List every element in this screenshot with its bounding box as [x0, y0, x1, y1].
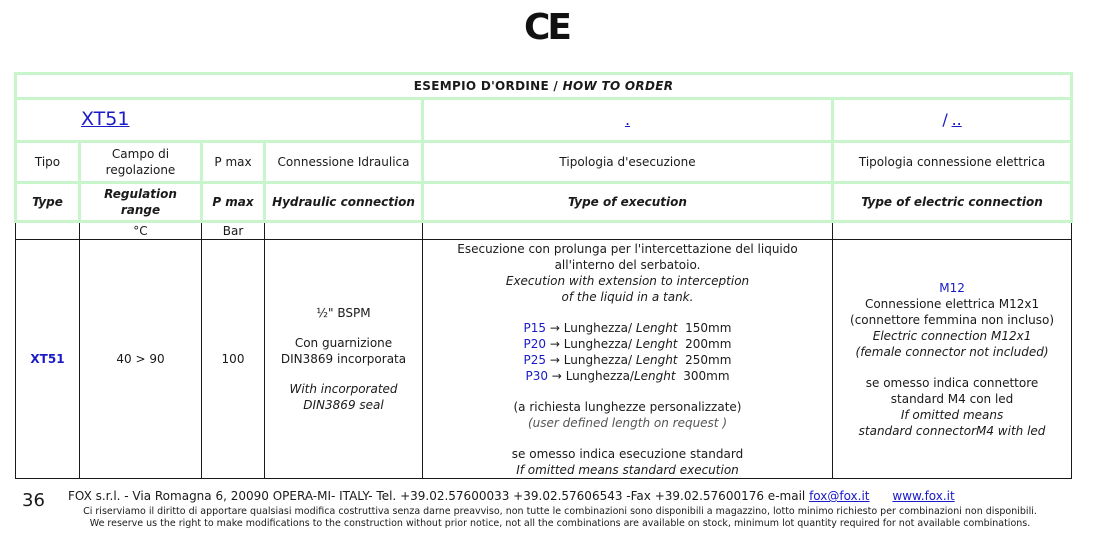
option-label-en: Lenght [635, 353, 678, 367]
option-value: 250mm [685, 353, 732, 367]
electric-code-cell [833, 99, 1072, 142]
execution-placeholder[interactable]: . [624, 109, 631, 129]
arrow-right-icon: → [551, 369, 562, 383]
electric-default-it-2: standard M4 con led [890, 391, 1014, 406]
option-label-en: Lenght [633, 369, 676, 383]
header-range-it: Campo di regolazione [80, 142, 202, 183]
electric-placeholder[interactable]: .. [951, 109, 962, 129]
arrow-right-icon: → [549, 321, 560, 335]
execution-code-cell [423, 99, 833, 142]
title-it: ESEMPIO D'ORDINE / [413, 79, 559, 93]
electric-desc-en-2: (female connector not included) [855, 344, 1049, 359]
ce-mark: CE [524, 7, 570, 48]
footer-note-en: We reserve us the right to make modifications to the construction without prior notice, not all the combinations are available on stock, minimum lot quantity required for not available combinations. [89, 518, 1031, 529]
hydraulic-thread: ½" BSPM [316, 306, 371, 320]
option-value: 200mm [685, 337, 732, 351]
execution-desc-en-1: Execution with extension to interception [505, 274, 750, 288]
title-en: HOW TO ORDER [562, 79, 674, 93]
unit-electric [833, 222, 1072, 240]
header-electric-it: Tipologia connessione elettrica [833, 142, 1072, 183]
header-electric-en: Type of electric connection [833, 183, 1072, 222]
electric-default-en-1: If omitted means [900, 407, 1004, 422]
option-label: Lunghezza/ [563, 321, 633, 335]
option-value: 300mm [683, 369, 730, 383]
arrow-right-icon: → [549, 353, 560, 367]
header-range-en: Regulation range [80, 183, 202, 222]
footer-note-it: Ci riserviamo il diritto di apportare qualsiasi modifica costruttiva senza darne preavviso, non tutte le combinazioni sono disponibili a magazzino, lotto minimo richiesto per combinazioni non disponibili. [83, 506, 1037, 517]
unit-range: °C [80, 222, 202, 240]
row-type: XT51 [16, 240, 80, 479]
option-value: 150mm [685, 321, 732, 335]
footer-contact [68, 489, 955, 503]
hydraulic-gasket-it-1: Con guarnizione [294, 336, 393, 350]
option-label-en: Lenght [635, 337, 678, 351]
electric-code: M12 [939, 280, 965, 295]
header-hydraulic-en: Hydraulic connection [265, 183, 423, 222]
page-number: 36 [22, 490, 45, 511]
execution-desc-it-2: all'interno del serbatoio. [554, 258, 701, 272]
electric-desc-en-1: Electric connection M12x1 [872, 328, 1032, 343]
unit-type [16, 222, 80, 240]
header-type-en: Type [16, 183, 80, 222]
header-execution-en: Type of execution [423, 183, 833, 222]
row-electric [833, 240, 1072, 479]
row-pmax: 100 [202, 240, 265, 479]
execution-desc-en-2: of the liquid in a tank. [561, 290, 694, 304]
option-label: Lunghezza/ [563, 353, 633, 367]
execution-option-p30 [426, 368, 829, 384]
execution-default-it: se omesso indica esecuzione standard [511, 447, 744, 461]
header-type-it: Tipo [16, 142, 80, 183]
unit-execution [423, 222, 833, 240]
hydraulic-gasket-it-2: DIN3869 incorporata [280, 352, 407, 366]
product-code[interactable]: XT51 [81, 108, 130, 130]
arrow-right-icon: → [549, 337, 560, 351]
option-code: P15 [523, 321, 547, 335]
unit-pmax: Bar [202, 222, 265, 240]
header-execution-it: Tipologia d'esecuzione [423, 142, 833, 183]
execution-option-p20 [426, 336, 829, 352]
hydraulic-gasket-en-1: With incorporated [289, 382, 398, 396]
slash-separator: / [942, 109, 948, 129]
code-cell [16, 99, 423, 142]
order-table [14, 72, 1073, 479]
execution-option-p25 [426, 352, 829, 368]
execution-desc-it-1: Esecuzione con prolunga per l'intercettazione del liquido [457, 242, 798, 256]
unit-hydraulic [265, 222, 423, 240]
row-range: 40 > 90 [80, 240, 202, 479]
option-label-en: Lenght [635, 321, 678, 335]
execution-default-en: If omitted means standard execution [516, 463, 739, 477]
row-execution [423, 240, 833, 479]
hydraulic-gasket-en-2: DIN3869 seal [303, 398, 384, 412]
option-label: Lunghezza/ [563, 337, 633, 351]
header-pmax-en: P max [202, 183, 265, 222]
option-code: P30 [525, 369, 548, 383]
option-code: P25 [523, 353, 547, 367]
custom-length-it: (a richiesta lunghezze personalizzate) [513, 400, 742, 414]
header-pmax-it: P max [202, 142, 265, 183]
electric-desc-it-2: (connettore femmina non incluso) [850, 312, 1055, 327]
order-title [16, 74, 1072, 99]
company-info: FOX s.r.l. - Via Romagna 6, 20090 OPERA-MI- ITALY- Tel. +39.02.57600033 +39.02.57606543 -Fax +39.02.57600176 e-mail [68, 489, 806, 503]
custom-length-en: (user defined length on request ) [527, 416, 728, 430]
option-code: P20 [523, 337, 547, 351]
option-label: Lunghezza/ [565, 369, 634, 383]
website-link[interactable]: www.fox.it [892, 489, 955, 503]
email-link[interactable]: fox@fox.it [809, 489, 870, 503]
electric-desc-it-1: Connessione elettrica M12x1 [864, 296, 1040, 311]
electric-default-en-2: standard connectorM4 with led [858, 423, 1046, 438]
row-hydraulic [265, 240, 423, 479]
header-hydraulic-it: Connessione Idraulica [265, 142, 423, 183]
electric-default-it-1: se omesso indica connettore [865, 375, 1039, 390]
execution-option-p15 [426, 320, 829, 336]
